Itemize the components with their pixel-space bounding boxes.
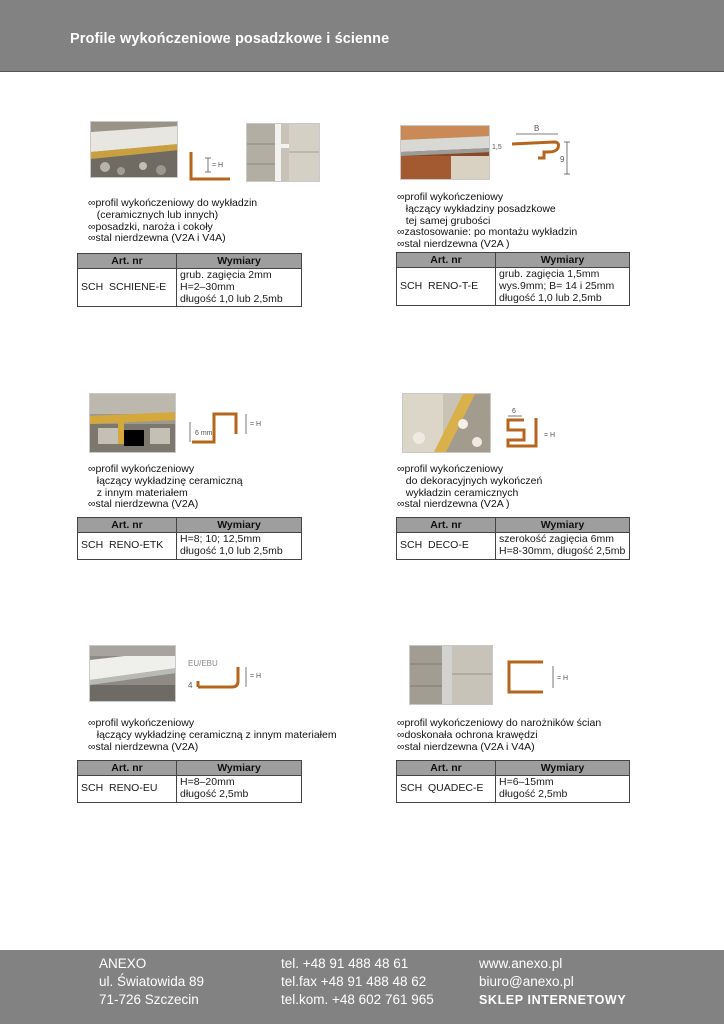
page-footer <box>0 950 724 1024</box>
spec-table <box>77 760 302 803</box>
product-photo <box>89 645 176 702</box>
shop-link[interactable]: SKLEP INTERNETOWY <box>479 993 627 1007</box>
column-header-art: Art. nr <box>78 761 177 776</box>
spec-table <box>396 252 630 306</box>
diagram-label: EU/EBU <box>188 659 218 668</box>
table-header-row <box>397 253 630 268</box>
table-row <box>78 776 302 803</box>
spec-table <box>396 760 630 803</box>
profile-diagram <box>186 404 272 448</box>
product-description: ∞profil wykończeniowy do dekoracyjnych wykończeń wykładzin ceramicznych ∞stal nierdzewna (V2A ) <box>397 463 543 511</box>
diagram-label: 9 <box>560 155 565 164</box>
product-description: ∞profil wykończeniowy do wykładzin (ceramicznych lub innych) ∞posadzki, naroża i cokoły ∞stal nierdzewna (V2A i V4A) <box>88 197 258 245</box>
table-row <box>78 269 302 307</box>
dimensions: szerokość zagięcia 6mm H=8-30mm, długość 2,5mb <box>496 533 630 560</box>
profile-diagram <box>492 122 582 182</box>
product-photo <box>246 123 320 182</box>
column-header-dims: Wymiary <box>177 518 302 533</box>
company-name: ANEXO <box>99 956 147 971</box>
dimensions: grub. zagięcia 2mm H=2–30mm długość 1,0 lub 2,5mb <box>177 269 302 307</box>
spec-table <box>77 253 302 307</box>
diagram-label: = H <box>557 675 569 682</box>
city-address: 71-726 Szczecin <box>99 992 199 1007</box>
product-photo <box>409 645 493 705</box>
table-header-row <box>397 518 630 533</box>
art-number: SCH SCHIENE-E <box>78 269 177 307</box>
art-number: SCH RENO-T-E <box>397 268 496 306</box>
column-header-art: Art. nr <box>397 518 496 533</box>
table-header-row <box>78 254 302 269</box>
diagram-label: B <box>534 124 540 133</box>
website-link[interactable]: www.anexo.pl <box>479 956 563 971</box>
profile-diagram <box>500 404 570 452</box>
page-header <box>0 0 724 72</box>
phone-number: tel. +48 91 488 48 61 <box>281 956 409 971</box>
column-header-art: Art. nr <box>397 253 496 268</box>
table-row <box>78 533 302 560</box>
table-header-row <box>78 518 302 533</box>
art-number: SCH RENO-ETK <box>78 533 177 560</box>
product-photo <box>90 121 178 178</box>
table-row <box>397 776 630 803</box>
dimensions: H=6–15mm długość 2,5mb <box>496 776 630 803</box>
column-header-art: Art. nr <box>78 254 177 269</box>
column-header-dims: Wymiary <box>496 761 630 776</box>
diagram-label: 1,5 <box>492 144 502 151</box>
product-description: ∞profil wykończeniowy łączący wykładzinę ceramiczną z innym materiałem ∞stal nierdzewna (V2A) <box>88 717 337 753</box>
product-photo <box>400 125 490 180</box>
dimensions: H=8–20mm długość 2,5mb <box>177 776 302 803</box>
column-header-dims: Wymiary <box>177 254 302 269</box>
art-number: SCH QUADEC-E <box>397 776 496 803</box>
product-description: ∞profil wykończeniowy do narożników ścian ∞doskonała ochrona krawędzi ∞stal nierdzewna (V2A i V4A) <box>397 717 602 753</box>
product-description: ∞profil wykończeniowy łączący wykładziny posadzkowe tej samej grubości ∞zastosowanie: po montażu wykładzin ∞stal nierdzewna (V2A ) <box>397 191 578 251</box>
diagram-label: = H <box>544 432 556 439</box>
table-header-row <box>397 761 630 776</box>
profile-diagram <box>186 150 240 186</box>
diagram-label: 6 mm <box>195 430 213 437</box>
spec-table <box>77 517 302 560</box>
art-number: SCH DECO-E <box>397 533 496 560</box>
profile-diagram <box>186 655 272 697</box>
dimensions: H=8; 10; 12,5mm długość 1,0 lub 2,5mb <box>177 533 302 560</box>
spec-table <box>396 517 630 560</box>
page-title: Profile wykończeniowe posadzkowe i ścienne <box>70 31 390 47</box>
table-header-row <box>78 761 302 776</box>
art-number: SCH RENO-EU <box>78 776 177 803</box>
diagram-label: = H <box>212 162 224 169</box>
column-header-art: Art. nr <box>78 518 177 533</box>
diagram-label: 6 <box>512 408 516 415</box>
dimensions: grub. zagięcia 1,5mm wys.9mm; B= 14 i 25mm długość 1,0 lub 2,5mb <box>496 268 630 306</box>
diagram-label: 4 <box>188 681 193 690</box>
profile-diagram <box>503 656 583 700</box>
footer-phones <box>281 955 434 1009</box>
table-row <box>397 533 630 560</box>
mobile-number: tel.kom. +48 602 761 965 <box>281 992 434 1007</box>
column-header-art: Art. nr <box>397 761 496 776</box>
footer-address <box>99 955 204 1009</box>
diagram-label: = H <box>250 421 262 428</box>
footer-web <box>479 955 626 1009</box>
product-description: ∞profil wykończeniowy łączący wykładzinę ceramiczną z innym materiałem ∞stal nierdzewna (V2A) <box>88 463 243 511</box>
column-header-dims: Wymiary <box>496 253 630 268</box>
table-row <box>397 268 630 306</box>
column-header-dims: Wymiary <box>177 761 302 776</box>
fax-number: tel.fax +48 91 488 48 62 <box>281 974 427 989</box>
product-photo <box>89 393 176 453</box>
column-header-dims: Wymiary <box>496 518 630 533</box>
product-photo <box>402 393 491 453</box>
street-address: ul. Światowida 89 <box>99 974 205 989</box>
diagram-label: = H <box>250 673 262 680</box>
email-link[interactable]: biuro@anexo.pl <box>479 974 574 989</box>
